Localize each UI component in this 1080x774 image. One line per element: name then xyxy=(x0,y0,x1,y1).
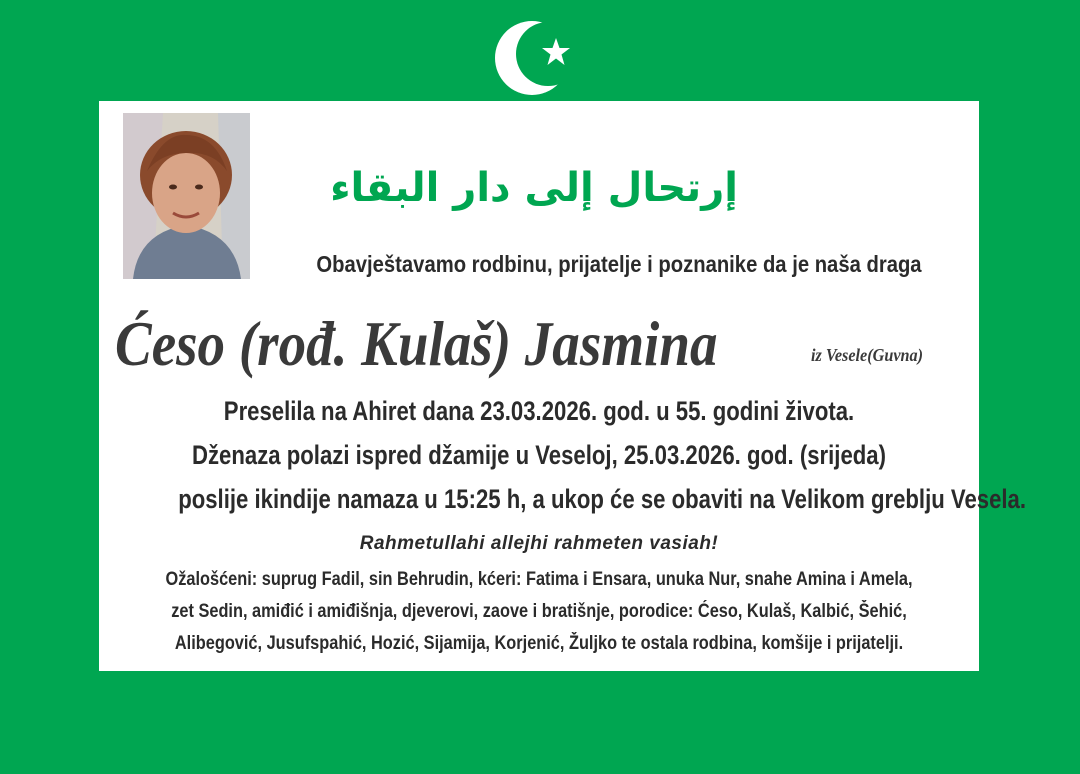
arabic-calligraphy xyxy=(330,141,738,231)
deceased-name: Ćeso (rođ. Kulaš) Jasmina xyxy=(115,308,718,379)
obituary-card xyxy=(99,101,1027,671)
mourners-line: zet Sedin, amiđić i amiđišnja, djeverovi, zaove i bratišnje, porodice: Ćeso, Kulaš, Kalbić, Šehić, xyxy=(171,601,907,622)
portrait-photo xyxy=(123,113,250,279)
funeral-departure-line: Dženaza polazi ispred džamije u Veseloj, 25.03.2026. god. (srijeda) xyxy=(191,440,886,470)
death-date-line: Preselila na Ahiret dana 23.03.2026. god. u 55. godini života. xyxy=(223,396,855,426)
calligraphy-text: إرتحال إلى دار البقاء xyxy=(330,165,738,211)
intro-text: Obavještavamo rodbinu, prijatelje i poznanike da je naša draga xyxy=(316,251,922,277)
origin-text: iz Vesele(Guvna) xyxy=(811,345,924,365)
mourners-line: Alibegović, Jusufspahić, Hozić, Sijamija, Korjenić, Žuljko te ostala rodbina, komšije i prijatelji. xyxy=(174,633,904,654)
prayer-text: Rahmetullahi allejhi rahmeten vasiah! xyxy=(359,533,719,554)
mourners-line: Ožalošćeni: suprug Fadil, sin Behrudin, kćeri: Fatima i Ensara, unuka Nur, snahe Amina i Amela, xyxy=(165,569,913,590)
burial-details-line: poslije ikindije namaza u 15:25 h, a ukop će se obaviti na Velikom greblju Vesela. xyxy=(178,484,1027,514)
crescent-star-icon xyxy=(494,16,586,100)
